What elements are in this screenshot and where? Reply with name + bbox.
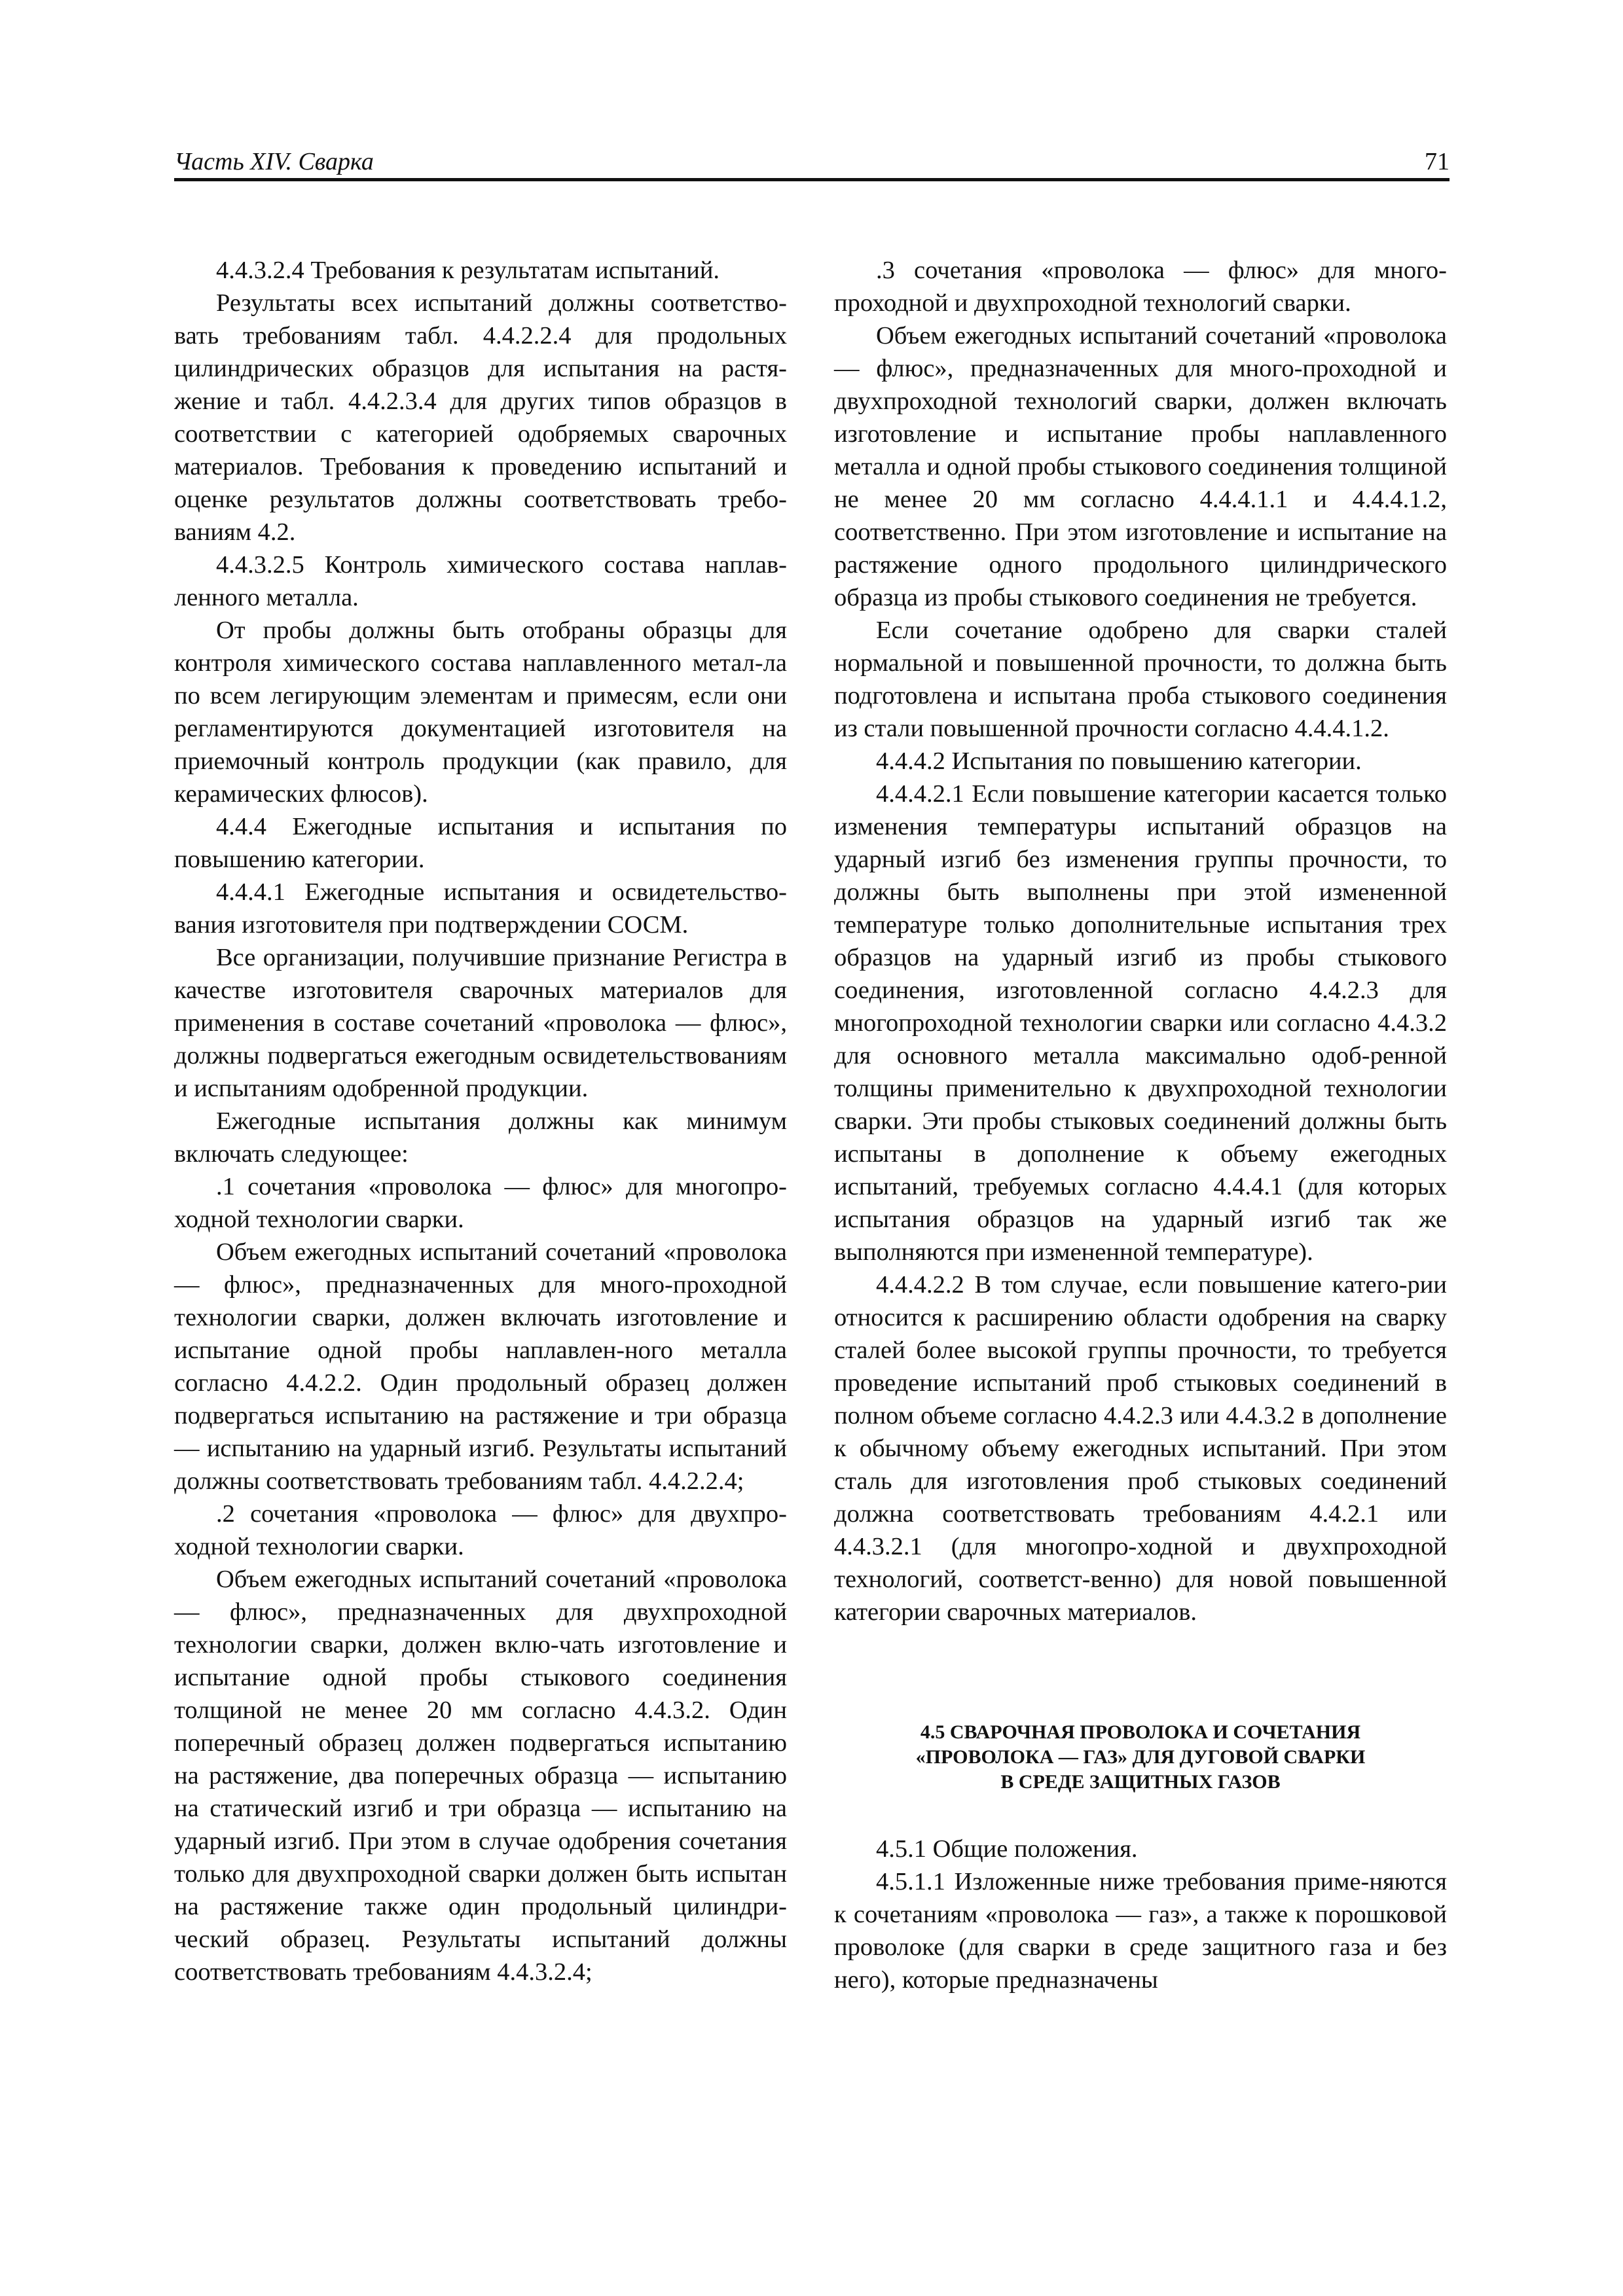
spacer — [834, 1628, 1447, 1720]
section-heading-line: В СРЕДЕ ЗАЩИТНЫХ ГАЗОВ — [1000, 1771, 1281, 1793]
paragraph: .3 сочетания «проволока — флюс» для много-проходной и двухпроходной технологий сварки. — [834, 257, 1447, 317]
paragraph: 4.4.3.2.5 Контроль химического состава наплав-ленного металла. — [174, 551, 787, 611]
paragraph: Если сочетание одобрено для сварки сталей нормальной и повышенной прочности, то должна быть подготовлена и испытана проба стыкового соединения из стали повышенной прочности согласно 4.4.4.1.2. — [834, 617, 1447, 742]
paragraph: От пробы должны быть отобраны образцы для контроля химического состава наплавленного метал-ла по всем легирующим элементам и примесям, если они регламентируются документацией изготовителя на приемочный контроль продукции (как правило, для керамических флюсов). — [174, 617, 787, 808]
paragraph: 4.5.1 Общие положения. — [876, 1835, 1138, 1863]
paragraph: Результаты всех испытаний должны соответство-вать требованиям табл. 4.4.2.2.4 для продольных цилиндрических образцов для испытания на растя-жение и табл. 4.4.2.3.4 для других типов образцов в соответствии с категорией одобряемых сварочных материалов. Требования к проведению испытаний и оценке результатов должны соответствовать требо-ваниям 4.2. — [174, 289, 787, 546]
paragraph: 4.4.3.2.4 Требования к результатам испытаний. — [216, 257, 720, 284]
paragraph: 4.5.1.1 Изложенные ниже требования приме-няются к сочетаниям «проволока — газ», а также к порошковой проволоке (для сварки в среде защитного газа и без него), которые предназначены — [834, 1868, 1447, 1994]
left-column — [174, 254, 787, 1988]
section-heading-line: 4.5 СВАРОЧНАЯ ПРОВОЛОКА И СОЧЕТАНИЯ — [920, 1721, 1361, 1743]
header-rule — [174, 178, 1450, 181]
paragraph: 4.4.4.1 Ежегодные испытания и освидетельство-вания изготовителя при подтверждении СОСМ. — [174, 878, 787, 939]
paragraph: Объем ежегодных испытаний сочетаний «проволока — флюс», предназначенных для много-проходной и двухпроходной технологий сварки, должен включать изготовление и испытание пробы наплавленного металла и одной пробы стыкового соединения толщиной не менее 20 мм согласно 4.4.4.1.1 и 4.4.4.1.2, соответственно. При этом изготовление и испытание на растяжение одного продольного цилиндрического образца из пробы стыкового соединения не требуется. — [834, 322, 1447, 611]
section-heading-line: «ПРОВОЛОКА — ГАЗ» ДЛЯ ДУГОВОЙ СВАРКИ — [915, 1746, 1366, 1768]
paragraph: 4.4.4.2.2 В том случае, если повышение катего-рии относится к расширению области одобрения на сварку сталей более высокой группы прочности, то требуется проведение испытаний проб стыковых соединений в полном объеме согласно 4.4.2.3 или 4.4.3.2 в дополнение к обычному объему ежегодных испытаний. При этом сталь для изготовления проб стыковых соединений должна соответствовать требованиям 4.4.2.1 или 4.4.3.2.1 (для многопро-ходной и двухпроходной технологий, соответст-венно) для новой повышенной категории сварочных материалов. — [834, 1271, 1447, 1626]
page-number: 71 — [1425, 148, 1450, 175]
paragraph: Все организации, получившие признание Регистра в качестве изготовителя сварочных материалов для применения в составе сочетаний «проволока — флюс», должны подвергаться ежегодным освидетельствованиям и испытаниям одобренной продукции. — [174, 944, 787, 1102]
paragraph: Ежегодные испытания должны как минимум включать следующее: — [174, 1107, 787, 1168]
spacer — [834, 1795, 1447, 1833]
paragraph: Объем ежегодных испытаний сочетаний «проволока — флюс», предназначенных для много-проходной технологии сварки, должен включать изготовление и испытание одной пробы наплавлен-ного металла согласно 4.4.2.2. Один продольный образец должен подвергаться испытанию на растяжение и три образца — испытанию на ударный изгиб. Результаты испытаний должны соответствовать требованиям табл. 4.4.2.2.4; — [174, 1238, 787, 1495]
paragraph: Объем ежегодных испытаний сочетаний «проволока — флюс», предназначенных для двухпроходной технологии сварки, должен вклю-чать изготовление и испытание одной пробы стыкового соединения толщиной не менее 20 мм согласно 4.4.3.2. Один поперечный образец должен подвергаться испытанию на растяжение, два поперечных образца — испытанию на статический изгиб и три образца — испытанию на ударный изгиб. При этом в случае одобрения сочетания только для двухпроходной сварки должен быть испытан на растяжение также один продольный цилиндри-ческий образец. Результаты испытаний должны соответствовать требованиям 4.4.3.2.4; — [174, 1566, 787, 1986]
running-header — [174, 145, 1450, 178]
paragraph: 4.4.4.2.1 Если повышение категории касается только изменения температуры испытаний образцов на ударный изгиб без изменения группы прочности, то должны быть выполнены при этой измененной температуре только дополнительные испытания трех образцов на ударный изгиб из пробы стыкового соединения, изготовленной согласно 4.4.2.3 для многопроходной технологии сварки или согласно 4.4.3.2 для основного металла максимально одоб-ренной толщины применительно к двухпроходной технологии сварки. Эти пробы стыковых соединений должны быть испытаны в дополнение к объему ежегодных испытаний, требуемых согласно 4.4.4.1 (для которых испытания образцов на ударный изгиб так же выполняются при измененной температуре). — [834, 780, 1447, 1266]
right-column — [834, 254, 1447, 1996]
paragraph: 4.4.4 Ежегодные испытания и испытания по повышению категории. — [174, 813, 787, 873]
header-title: Часть XIV. Сварка — [174, 148, 374, 175]
paragraph: 4.4.4.2 Испытания по повышению категории. — [876, 747, 1362, 775]
paragraph: .2 сочетания «проволока — флюс» для двухпро-ходной технологии сварки. — [174, 1500, 787, 1560]
paragraph: .1 сочетания «проволока — флюс» для многопро-ходной технологии сварки. — [174, 1173, 787, 1233]
